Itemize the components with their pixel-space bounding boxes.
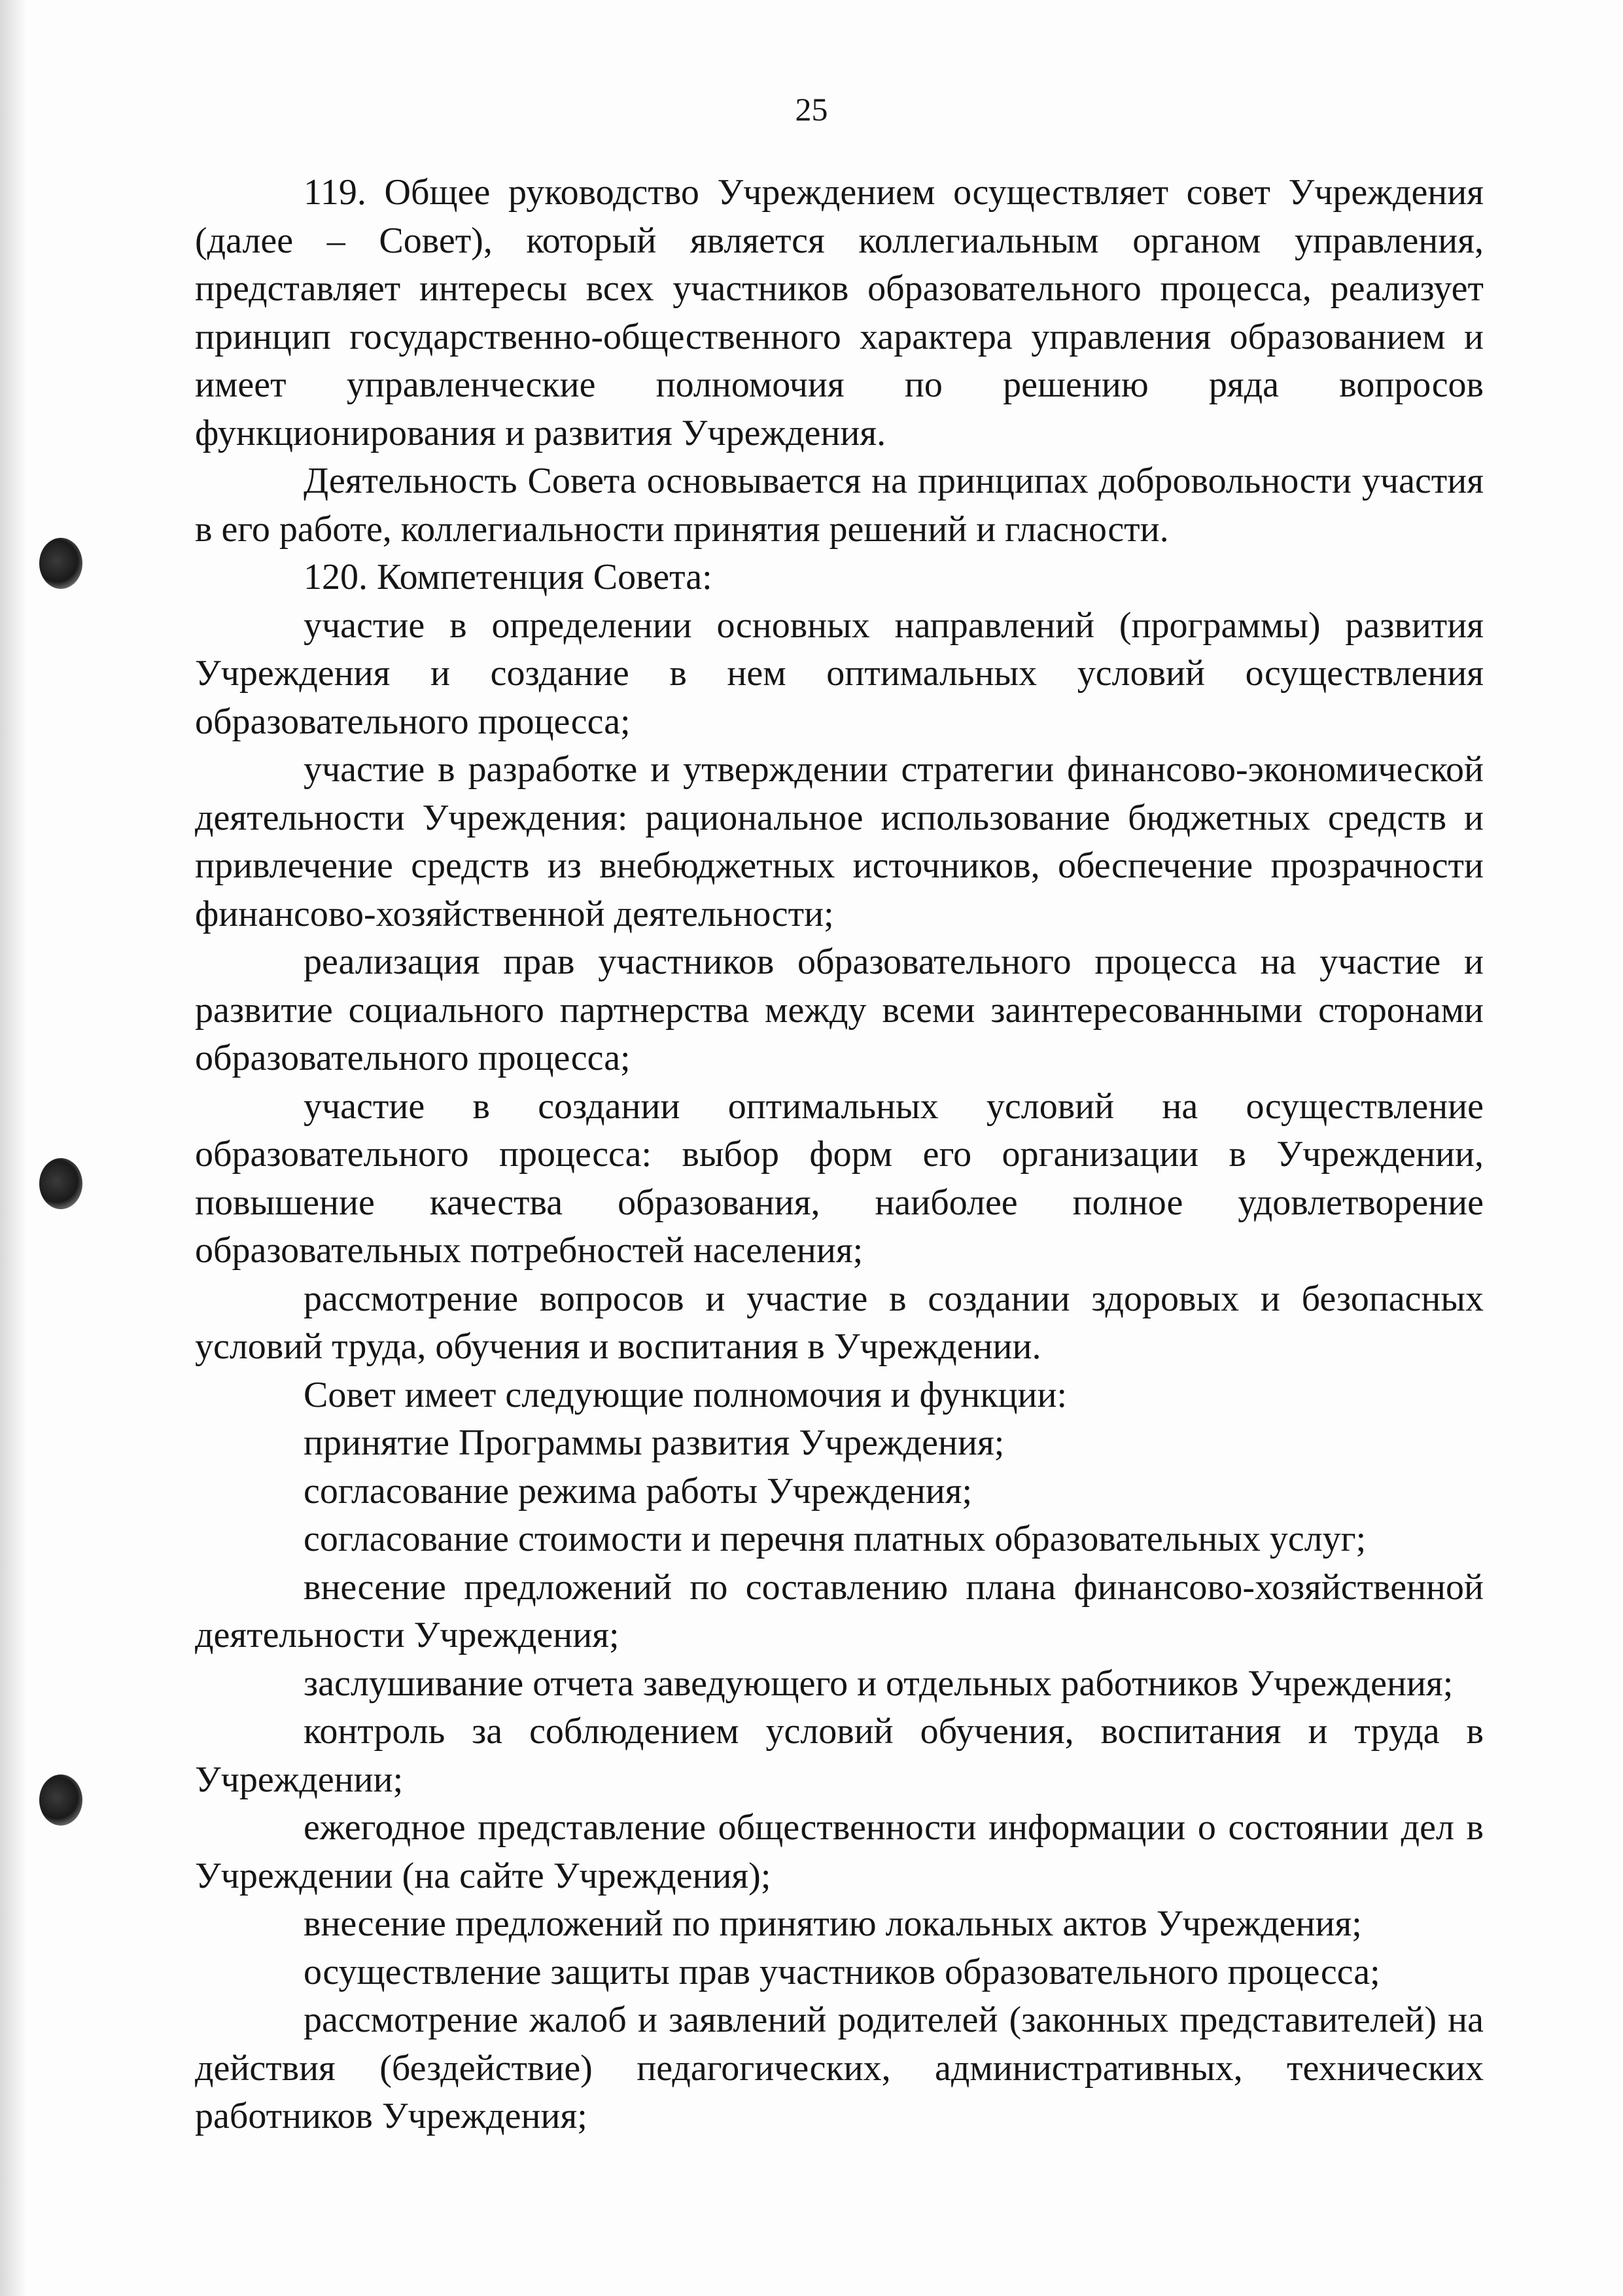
punch-hole-top bbox=[39, 538, 82, 589]
paragraph: ежегодное представление общественности информации о состоянии дел в Учреждении (на сайте Учреждения); bbox=[195, 1807, 1484, 1896]
page-edge-shadow bbox=[0, 0, 26, 2296]
paragraph: рассмотрение жалоб и заявлений родителей (законных представителей) на действия (бездействие) педагогических, административных, технических работников Учреждения; bbox=[195, 2000, 1484, 2136]
paragraph: Совет имеет следующие полномочия и функции: bbox=[304, 1374, 1068, 1415]
paragraph: согласование режима работы Учреждения; bbox=[304, 1470, 973, 1511]
paragraph: осуществление защиты прав участников образовательного процесса; bbox=[304, 1951, 1380, 1992]
paragraph: рассмотрение вопросов и участие в создании здоровых и безопасных условий труда, обучения и воспитания в Учреждении. bbox=[195, 1278, 1484, 1367]
paragraph: 120. Компетенция Совета: bbox=[304, 557, 712, 597]
paragraph: участие в разработке и утверждении стратегии финансово-экономической деятельности Учреждения: рациональное использование бюджетных средств и привлечение средств из внебюджетных источников, обеспечение прозрачности финансово-хозяйственной деятельности; bbox=[195, 749, 1484, 934]
paragraph: внесение предложений по составлению плана финансово-хозяйственной деятельности Учреждения; bbox=[195, 1566, 1484, 1655]
paragraph: реализация прав участников образовательного процесса на участие и развитие социального партнерства между всеми заинтересованными сторонами образовательного процесса; bbox=[195, 942, 1484, 1078]
paragraph: Деятельность Совета основывается на принципах добровольности участия в его работе, коллегиальности принятия решений и гласности. bbox=[195, 461, 1484, 550]
paragraph: участие в создании оптимальных условий на осуществление образовательного процесса: выбор форм его организации в Учреждении, повышение качества образования, наиболее полное удовлетворение образовательных потребностей населения; bbox=[195, 1086, 1484, 1271]
punch-hole-bottom bbox=[39, 1775, 82, 1826]
paragraph: заслушивание отчета заведующего и отдельных работников Учреждения; bbox=[304, 1663, 1454, 1704]
paragraph: внесение предложений по принятию локальных актов Учреждения; bbox=[304, 1903, 1362, 1944]
paragraph: принятие Программы развития Учреждения; bbox=[304, 1422, 1005, 1463]
document-body bbox=[195, 169, 1484, 2141]
paragraph: контроль за соблюдением условий обучения, воспитания и труда в Учреждении; bbox=[195, 1711, 1484, 1800]
paragraph: 119. Общее руководство Учреждением осуществляет совет Учреждения (далее – Совет), который является коллегиальным органом управления, представляет интересы всех участников образовательного процесса, реализует принцип государственно-общественного характера управления образованием и имеет управленческие полномочия по решению ряда вопросов функционирования и развития Учреждения. bbox=[195, 172, 1484, 453]
punch-hole-middle bbox=[39, 1158, 82, 1209]
paragraph: участие в определении основных направлений (программы) развития Учреждения и создание в нем оптимальных условий осуществления образовательного процесса; bbox=[195, 605, 1484, 742]
paragraph: согласование стоимости и перечня платных образовательных услуг; bbox=[304, 1519, 1367, 1559]
page-number: 25 bbox=[795, 91, 828, 128]
